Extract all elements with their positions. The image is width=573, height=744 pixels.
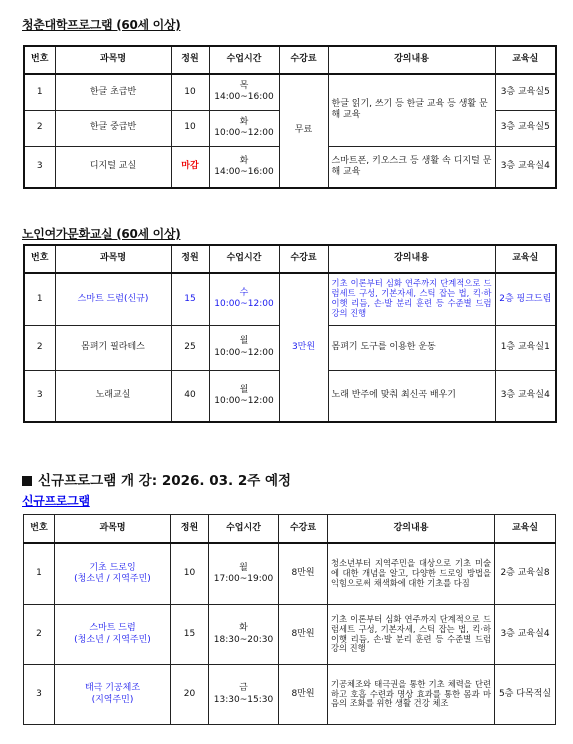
announcement-text: 신규프로그램 개 강: 2026. 03. 2주 예정 — [38, 473, 292, 489]
cell-content: 한글 읽기, 쓰기 등 한글 교육 등 생활 문해 교육 — [328, 74, 495, 146]
subject-target: (지역주민) — [91, 694, 134, 705]
cell-capacity: 10 — [171, 543, 209, 605]
cell-capacity: 10 — [171, 110, 209, 146]
header-content: 강의내용 — [328, 245, 495, 273]
class-hours: 10:00~12:00 — [214, 128, 274, 138]
cell-no: 3 — [24, 665, 55, 725]
header-room: 교육실 — [495, 515, 556, 543]
cell-content: 기초 이론부터 심화 연주까지 단계적으로 드럼세트 구성, 기본자세, 스틱 잡는 법, 킥·하이햇 리듬, 손·발 분리 훈련 등 수준별 드럼 강의 진행 — [328, 605, 495, 665]
section-title-new-programs: 신규프로그램 — [22, 494, 90, 508]
cell-no: 1 — [24, 543, 55, 605]
class-hours: 18:30~20:30 — [213, 634, 274, 645]
cell-room: 5층 다목적실 — [495, 665, 556, 725]
class-day: 월 — [239, 562, 248, 573]
cell-no: 1 — [24, 273, 55, 325]
header-subject: 과목명 — [55, 515, 171, 543]
cell-subject: 한글 초급반 — [55, 74, 171, 110]
header-fee: 수강료 — [279, 515, 328, 543]
class-day: 금 — [239, 683, 248, 694]
cell-fee: 8만원 — [279, 605, 328, 665]
cell-subject: 한글 중급반 — [55, 110, 171, 146]
header-subject: 과목명 — [55, 245, 171, 273]
table-row — [24, 74, 556, 110]
class-day: 화 — [239, 155, 249, 166]
cell-subject — [55, 605, 171, 665]
table-row — [24, 273, 556, 325]
class-day: 월 — [239, 384, 249, 395]
class-hours: 14:00~16:00 — [214, 92, 274, 103]
cell-class-time — [209, 370, 279, 422]
table-row — [24, 605, 556, 665]
cell-class-time — [209, 74, 279, 110]
subject-name: 기초 드로잉 — [89, 562, 136, 573]
cell-content: 기초 이론부터 심화 연주까지 단계적으로 드럼세트 구성, 기본자세, 스틱 잡는 법, 킥·하이햇 리듬, 손·발 분리 훈련 등 수준별 드럼 강의 진행 — [328, 273, 495, 325]
class-hours: 13:30~15:30 — [213, 694, 274, 705]
cell-no: 2 — [24, 605, 55, 665]
cell-fee: 8만원 — [279, 543, 328, 605]
cell-subject: 디지털 교실 — [55, 146, 171, 188]
cell-capacity-closed: 마감 — [171, 146, 209, 188]
cell-room: 2층 핑크드림 — [495, 273, 556, 325]
cell-content: 몸펴기 도구를 이용한 운동 — [328, 325, 495, 370]
program-table-3 — [23, 514, 556, 725]
cell-content: 스마트폰, 키오스크 등 생활 속 디지털 문해 교육 — [328, 146, 495, 188]
cell-capacity: 15 — [171, 605, 209, 665]
table-row — [24, 543, 556, 605]
cell-room: 3층 교육실5 — [495, 110, 556, 146]
header-class-time: 수업시간 — [209, 515, 279, 543]
cell-no: 1 — [24, 74, 55, 110]
cell-room: 3층 교육실4 — [495, 146, 556, 188]
cell-class-time — [209, 605, 279, 665]
header-capacity: 정원 — [171, 515, 209, 543]
header-class-time: 수업시간 — [209, 245, 279, 273]
cell-room: 2층 교육실8 — [495, 543, 556, 605]
header-content: 강의내용 — [328, 515, 495, 543]
cell-fee: 8만원 — [279, 665, 328, 725]
header-capacity: 정원 — [171, 46, 209, 74]
cell-no: 2 — [24, 110, 55, 146]
cell-capacity: 10 — [171, 74, 209, 110]
cell-content: 노래 반주에 맞춰 최신곡 배우기 — [328, 370, 495, 422]
cell-room: 3층 교육실5 — [495, 74, 556, 110]
cell-fee: 3만원 — [279, 273, 328, 422]
class-day: 화 — [239, 116, 249, 127]
header-subject: 과목명 — [55, 46, 171, 74]
cell-no: 3 — [24, 146, 55, 188]
cell-class-time — [209, 543, 279, 605]
class-hours: 14:00~16:00 — [214, 166, 274, 177]
cell-class-time — [209, 273, 279, 325]
section-title-senior-leisure: 노인여가문화교실 (60세 이상) — [22, 227, 181, 241]
table-row — [24, 665, 556, 725]
subject-name: 태극 기공체조 — [84, 683, 141, 694]
cell-class-time — [209, 325, 279, 370]
header-room: 교육실 — [495, 46, 556, 74]
header-capacity: 정원 — [171, 245, 209, 273]
cell-capacity: 20 — [171, 665, 209, 725]
cell-class-time — [209, 146, 279, 188]
cell-subject: 스마트 드럼(신규) — [55, 273, 171, 325]
new-program-announcement — [22, 469, 291, 489]
cell-capacity: 15 — [171, 273, 209, 325]
cell-subject — [55, 543, 171, 605]
header-room: 교육실 — [495, 245, 556, 273]
cell-content: 청소년부터 지역주민을 대상으로 기초 미술에 대한 개념을 알고, 다양한 드로잉 방법을 익힘으로써 채색화에 대한 기초를 다짐 — [328, 543, 495, 605]
header-no: 번호 — [24, 245, 55, 273]
cell-no: 3 — [24, 370, 55, 422]
class-hours: 10:00~12:00 — [214, 299, 274, 310]
header-class-time: 수업시간 — [209, 46, 279, 74]
cell-capacity: 40 — [171, 370, 209, 422]
program-table-2 — [23, 244, 557, 423]
cell-subject: 몸펴기 필라테스 — [55, 325, 171, 370]
cell-subject: 노래교실 — [55, 370, 171, 422]
cell-capacity: 25 — [171, 325, 209, 370]
cell-room: 3층 교육실4 — [495, 370, 556, 422]
program-table-1 — [23, 45, 557, 189]
subject-target: (청소년 / 지역주민) — [74, 634, 151, 645]
class-hours: 10:00~12:00 — [214, 395, 274, 406]
class-hours: 17:00~19:00 — [213, 573, 274, 584]
cell-room: 1층 교육실1 — [495, 325, 556, 370]
header-content: 강의내용 — [328, 46, 495, 74]
cell-subject — [55, 665, 171, 725]
header-fee: 수강료 — [279, 245, 328, 273]
black-square-icon — [22, 476, 32, 486]
class-hours: 10:00~12:00 — [214, 347, 274, 358]
cell-no: 2 — [24, 325, 55, 370]
class-day: 화 — [239, 623, 248, 634]
class-day: 수 — [239, 288, 249, 298]
header-fee: 수강료 — [279, 46, 328, 74]
class-day: 월 — [239, 336, 249, 347]
cell-class-time — [209, 665, 279, 725]
cell-class-time — [209, 110, 279, 146]
header-no: 번호 — [24, 46, 55, 74]
cell-fee: 무료 — [279, 74, 328, 188]
section-title-youth-college: 청춘대학프로그램 (60세 이상) — [22, 18, 181, 32]
cell-room: 3층 교육실4 — [495, 605, 556, 665]
cell-content: 기공체조와 태극권을 통한 기초 체력을 단련하고 호흡 수련과 명상 효과를 통한 몸과 마음의 조화를 위한 생활 건강 체조 — [328, 665, 495, 725]
subject-target: (청소년 / 지역주민) — [74, 573, 151, 584]
header-no: 번호 — [24, 515, 55, 543]
class-day: 목 — [239, 81, 249, 91]
subject-name: 스마트 드럼 — [89, 623, 136, 634]
